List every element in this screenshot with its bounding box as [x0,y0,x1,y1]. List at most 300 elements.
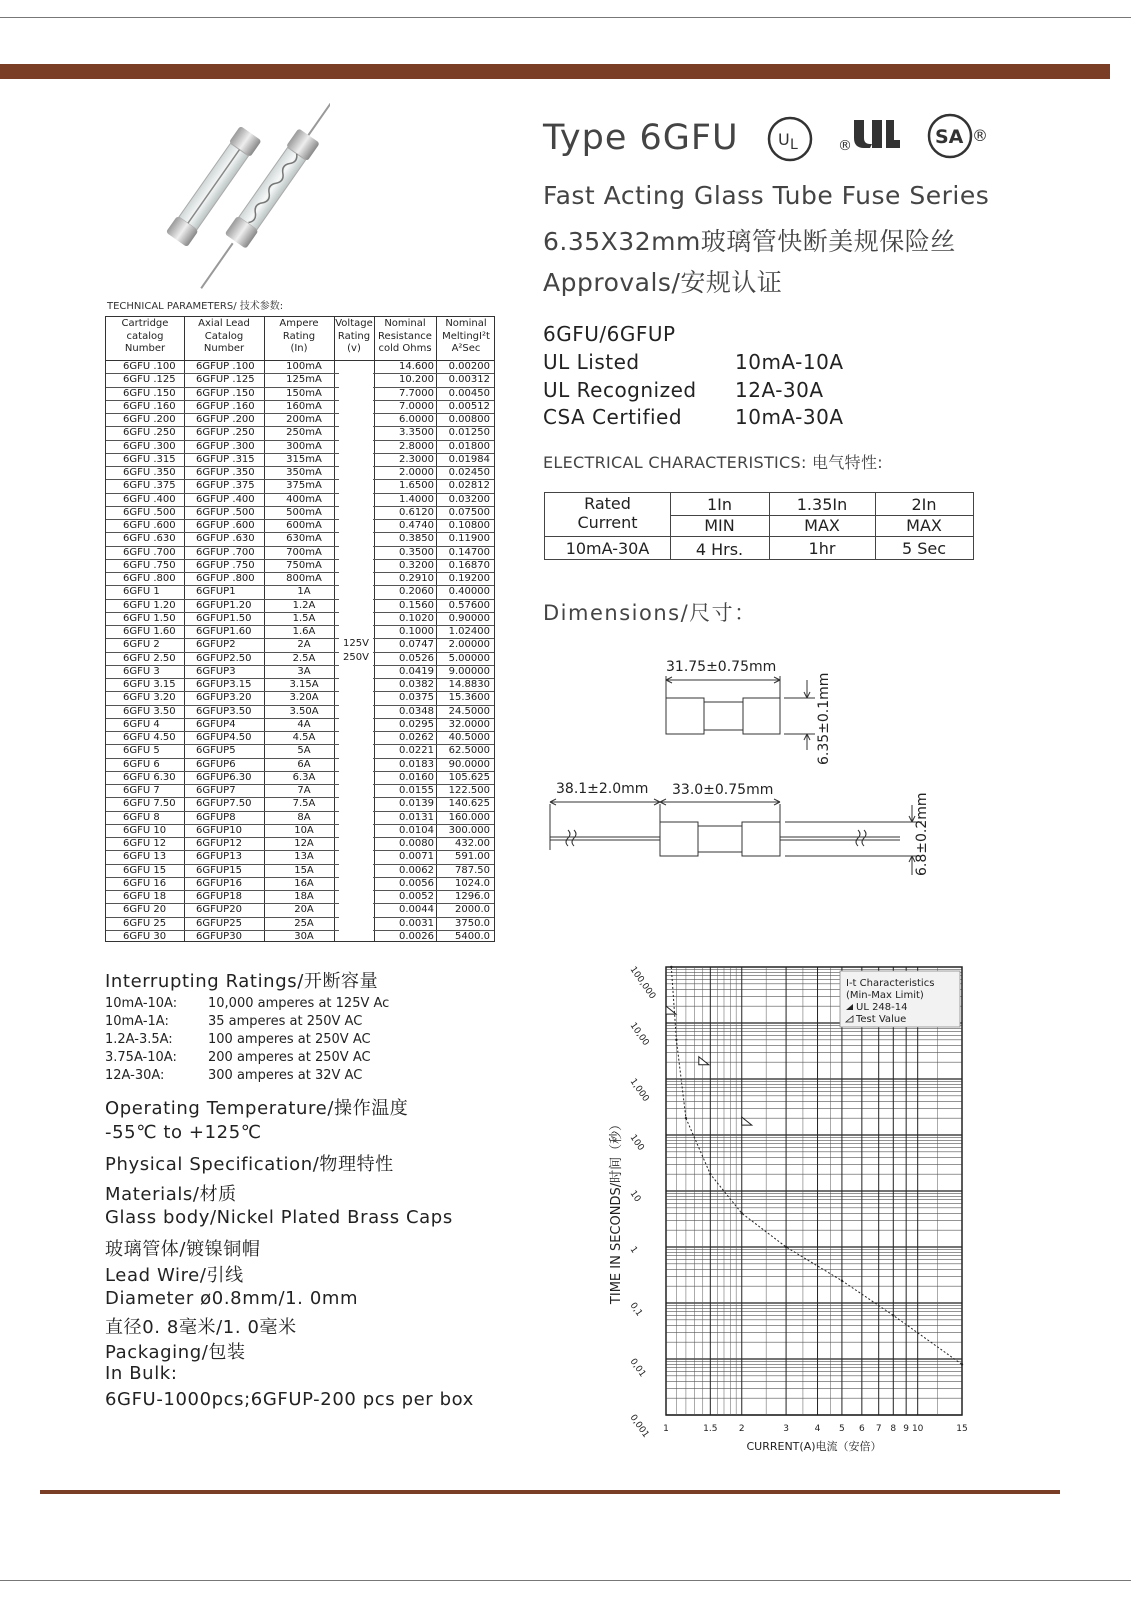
packaging-value: 6GFU-1000pcs;6GFUP-200 pcs per box [105,1389,474,1410]
table-cell: 5400.0 [455,930,490,942]
table-cell: 0.00512 [448,400,490,412]
table-cell: 0.01250 [448,427,490,439]
tech-params-rows [106,361,494,944]
table-cell: 0.00450 [448,387,490,399]
table-cell: 750mA [286,559,322,571]
table-cell: 160mA [286,400,322,412]
col-135in-bottom: MAX [804,516,840,535]
test-value-point [785,1246,787,1248]
table-cell: 0.3200 [399,559,434,571]
table-cell: 2.8000 [399,440,434,452]
table-row [106,719,494,732]
table-cell: 0.0295 [399,718,434,730]
table-cell: 6GFUP13 [196,851,242,863]
table-cell: 6GFUP .250 [196,427,255,439]
packaging-title: Packaging/包装 [105,1342,246,1363]
table-cell: 6GFU 4 [123,718,160,730]
table-cell: 0.0375 [399,692,434,704]
table-cell: 375mA [286,480,322,492]
table-row [106,653,494,666]
x-axis-label: CURRENT(A)电流（安倍） [746,1440,882,1453]
table-cell: 6GFUP .125 [196,374,255,386]
table-cell: 10A [294,824,314,836]
legend-entry: Test Value [856,1014,907,1025]
y-tick-label: 1 [627,1244,640,1256]
x-tick-label: 8 [890,1424,897,1434]
table-cell: 122.500 [448,785,490,796]
table-cell: 150mA [286,387,322,399]
table-cell: 2.5A [292,652,316,664]
table-cell: 6GFUP .375 [196,480,255,492]
table-row [106,520,494,533]
table-cell: 125mA [286,374,322,386]
physical-title: Physical Specification/物理特性 [105,1154,394,1175]
table-cell: 6GFU 25 [123,917,167,929]
dimensions-title: Dimensions/尺寸： [543,601,757,625]
table-cell: 6GFU 16 [123,877,167,889]
table-cell: 0.0382 [399,679,434,690]
table-cell: 6GFUP .500 [196,506,255,518]
table-cell: 6GFU 10 [123,824,167,836]
table-cell: 6GFUP4 [196,718,236,730]
interrupting-value: 35 amperes at 250V AC [208,1014,363,1029]
table-cell: 6.0000 [399,414,434,425]
table-cell: 7.7000 [399,387,434,399]
table-row [106,626,494,639]
table-row [106,374,494,387]
table-cell: 630mA [286,533,322,545]
interrupting-range: 10mA-1A: [105,1014,169,1029]
table-cell: 15A [294,864,314,876]
table-cell: 0.01800 [448,440,490,452]
table-cell: 6A [297,758,311,770]
table-cell: 6GFU .150 [123,387,176,399]
table-cell: 6GFU 4.50 [123,732,176,743]
col-135in-value: 1hr [808,539,836,558]
interrupting-value: 300 amperes at 32V AC [208,1068,363,1083]
col-135in-top: 1.35In [796,495,848,514]
table-cell: 0.0139 [399,798,434,810]
dimension-drawing [540,650,940,890]
table-cell: 6GFUP .700 [196,546,255,558]
table-cell: 6GFU .125 [123,374,176,386]
table-cell: 1024.0 [455,877,490,889]
test-value-point [741,1212,743,1214]
op-temp-title: Operating Temperature/操作温度 [105,1098,409,1119]
table-cell: 20A [294,904,314,916]
table-cell: 6GFUP .150 [196,387,255,399]
table-cell: 6GFU .300 [123,440,176,452]
table-cell: 6GFU 13 [123,851,167,863]
table-cell: 1296.0 [455,891,490,902]
table-row [106,639,494,652]
table-cell: 100mA [286,361,322,372]
table-cell: 2.3000 [399,453,434,465]
y-tick-label: 0,1 [627,1300,644,1319]
table-cell: 0.1000 [399,626,434,637]
table-cell: 0.00800 [448,414,490,425]
table-cell: 40.5000 [448,732,490,743]
table-cell: 6GFU 12 [123,838,167,849]
table-cell: 25A [294,917,314,929]
table-row [106,480,494,493]
table-cell: 32.0000 [448,718,490,730]
table-cell: 1.2A [292,599,316,611]
table-row [106,507,494,520]
table-row [106,547,494,560]
table-cell: 600mA [286,520,322,531]
header-axial: Axial Lead Catalog Number [198,318,250,354]
header-resistance: Nominal Resistance cold Ohms [378,318,432,354]
table-cell: 200mA [286,414,322,425]
x-tick-label: 15 [956,1424,968,1434]
y-tick-label: 10 [627,1188,643,1205]
table-cell: 6GFUP5 [196,745,236,757]
materials-title: Materials/材质 [105,1184,237,1205]
table-cell: 3750.0 [455,917,490,929]
table-cell: 6GFUP3.15 [196,679,252,690]
table-cell: 6GFU 1 [123,586,160,598]
test-value-point [892,1314,894,1316]
table-cell: 0.40000 [448,586,490,598]
lead-title: Lead Wire/引线 [105,1265,244,1286]
test-value-point [685,1117,687,1119]
table-cell: 0.90000 [448,612,490,624]
table-cell: 7.5A [292,798,316,810]
dim-lead-length: 38.1±2.0mm [556,781,649,797]
col-1in-bottom: MIN [704,516,735,535]
table-cell: 800mA [286,573,322,584]
table-cell: 4A [297,718,311,730]
table-cell: 6GFU .750 [123,559,176,571]
x-tick-label: 1 [663,1424,669,1434]
table-cell: 2.00000 [448,639,490,651]
col-2in-bottom: MAX [906,516,942,535]
lead-en: Diameter ø0.8mm/1. 0mm [105,1288,359,1309]
table-cell: 6GFU 15 [123,864,167,876]
table-cell: 6.3A [292,771,316,783]
op-temp-value: -55℃ to +125℃ [105,1122,262,1143]
table-row [106,414,494,427]
table-cell: 6GFUP .750 [196,559,255,571]
table-cell: 6GFUP .315 [196,453,255,465]
table-cell: 0.07500 [448,506,490,518]
interrupting-title: Interrupting Ratings/开断容量 [105,971,379,992]
x-tick-label: 4 [814,1424,821,1434]
bottom-hairline [0,1580,1131,1581]
table-cell: 6GFUP2 [196,639,236,651]
table-row [106,494,494,507]
table-row [106,878,494,891]
table-cell: 0.0747 [399,639,434,651]
table-cell: 6GFU 1.60 [123,626,176,637]
interrupting-value: 200 amperes at 250V AC [208,1050,371,1065]
table-cell: 9.00000 [448,665,490,677]
table-cell: 6GFUP25 [196,917,242,929]
table-cell: 0.02450 [448,467,490,478]
table-cell: 0.2910 [399,573,434,584]
table-row [106,692,494,705]
table-cell: 7.0000 [399,400,434,412]
table-cell: 62.5000 [448,745,490,757]
test-value-point [841,1280,843,1282]
test-value-point [709,1173,711,1175]
table-cell: 14.8830 [448,679,490,690]
table-cell: 6GFUP30 [196,930,242,942]
table-cell: 500mA [286,506,322,518]
registered-mark-1: ® [838,138,852,154]
table-cell: 6GFUP .630 [196,533,255,545]
x-tick-label: 5 [839,1424,845,1434]
table-cell: 6GFU .600 [123,520,176,531]
table-cell: 0.0155 [399,785,434,796]
table-cell: 6GFUP10 [196,824,242,836]
table-cell: 6GFUP4.50 [196,732,252,743]
table-cell: 300mA [286,440,322,452]
table-cell: 6GFU 3 [123,665,160,677]
table-row [106,361,494,374]
table-cell: 6GFUP .800 [196,573,255,584]
table-cell: 6GFUP3.50 [196,705,252,717]
interrupting-range: 3.75A-10A: [105,1050,177,1065]
table-cell: 13A [294,851,314,863]
table-cell: 6GFUP .300 [196,440,255,452]
table-cell: 30A [294,930,314,942]
table-row [106,679,494,692]
legend-entry: UL 248-14 [856,1002,908,1013]
interrupting-range: 1.2A-3.5A: [105,1032,173,1047]
svg-text:SA: SA [935,126,964,148]
col-1in-value: 4 Hrs. [695,540,744,559]
table-cell: 6GFUP12 [196,838,242,849]
time-current-chart [600,955,990,1455]
table-cell: 6GFU 5 [123,745,160,757]
x-tick-label: 2 [738,1424,745,1434]
approvals-heading: Approvals/安规认证 [543,268,783,297]
col-2in-value: 5 Sec [901,539,947,558]
table-cell: 1.6A [292,626,316,637]
header-cartridge: Cartridge catalog Number [121,318,169,354]
table-cell: 0.0052 [399,891,434,902]
top-band [0,64,1110,79]
table-cell: 6GFUP6.30 [196,771,252,783]
y-tick-label: 0,001 [627,1412,651,1440]
csa-logo [926,112,974,160]
table-cell: 90.0000 [448,758,490,770]
table-cell: 0.00200 [448,361,490,372]
table-cell: 6GFU 20 [123,904,167,916]
legend-entry: (Min-Max Limit) [846,990,924,1001]
table-cell: 6GFUP .350 [196,467,255,478]
table-cell: 0.0044 [399,904,434,916]
table-cell: 0.0419 [399,665,434,677]
table-cell: 140.625 [448,798,490,810]
table-row [106,798,494,811]
table-cell: 1A [297,586,311,598]
table-cell: 7A [297,785,311,796]
col-1in-top: 1In [706,495,733,514]
table-row [106,812,494,825]
table-row [106,666,494,679]
y-tick-label: 1,000 [627,1076,651,1104]
registered-mark-2: ® [972,126,988,145]
table-cell: 6GFU 6 [123,758,160,770]
table-cell: 6GFU .400 [123,493,176,505]
table-row [106,891,494,904]
table-cell: 0.0221 [399,745,434,757]
table-row [106,759,494,772]
header-melting: Nominal MeltingI²t A²Sec [442,318,490,354]
y-axis-label: TIME IN SECONDS/时间（秒） [609,1117,624,1305]
table-cell: 1.5A [292,612,316,624]
table-cell: 6GFUP20 [196,904,242,916]
table-row [106,560,494,573]
table-cell: 6GFUP6 [196,758,236,770]
table-cell: 0.11900 [448,533,490,545]
table-cell: 6GFU 2 [123,639,160,651]
table-cell: 0.3850 [399,533,434,545]
table-cell: 6GFUP8 [196,811,236,823]
top-hairline [0,17,1131,18]
table-cell: 6GFUP1.20 [196,599,252,611]
table-cell: 2.0000 [399,467,434,478]
table-cell: 0.6120 [399,506,434,518]
table-cell: 0.19200 [448,573,490,584]
ul-listed-logo [766,115,814,163]
table-row [106,454,494,467]
table-row [106,388,494,401]
table-cell: 6GFUP15 [196,864,242,876]
table-cell: 6GFU .350 [123,467,176,478]
x-tick-label: 3 [783,1424,789,1434]
table-cell: 0.3500 [399,546,434,558]
table-cell: 6GFU 8 [123,811,160,823]
table-cell: 6GFU 1.20 [123,599,176,611]
table-cell: 6GFUP3.20 [196,692,252,704]
svg-text:L: L [790,137,798,153]
table-row [106,533,494,546]
table-cell: 6GFUP .160 [196,400,255,412]
table-cell: 3.20A [289,692,319,704]
series-subtitle-cn: 6.35X32mm玻璃管快断美规保险丝 [543,227,956,256]
model-name: 6GFU/6GFUP [543,322,676,346]
table-cell: 6GFUP1 [196,586,236,598]
table-row [106,918,494,931]
table-cell: 6GFU .100 [123,361,176,372]
table-cell: 3.15A [289,679,319,690]
table-cell: 0.16870 [448,559,490,571]
lead-cn: 直径0. 8毫米/1. 0毫米 [105,1317,297,1338]
page-title: Type 6GFU [543,118,739,158]
table-cell: 6GFU 7 [123,785,160,796]
table-cell: 6GFU 1.50 [123,612,176,624]
table-cell: 0.2060 [399,586,434,598]
table-cell: 6GFU 6.30 [123,771,176,783]
table-cell: 250mA [286,427,322,439]
approval-ul-recognized-label: UL Recognized [543,378,697,402]
table-cell: 1.02400 [448,626,490,637]
x-tick-label: 6 [858,1424,865,1434]
table-cell: 6GFU .700 [123,546,176,558]
table-cell: 6GFU 18 [123,891,167,902]
table-cell: 700mA [286,546,322,558]
interrupting-range: 10mA-10A: [105,996,178,1011]
table-cell: 0.0526 [399,652,434,664]
table-cell: 6GFU 30 [123,930,167,942]
table-cell: 6GFU 7.50 [123,798,176,810]
tech-params-caption: TECHNICAL PARAMETERS/ 技术参数: [107,301,284,312]
test-value-point [961,1363,963,1365]
table-cell: 6GFU .375 [123,480,176,492]
table-cell: 6GFUP18 [196,891,242,902]
col-2in-top: 2In [911,495,937,514]
table-cell: 0.0104 [399,824,434,836]
table-cell: 6GFUP16 [196,877,242,889]
voltage-rating-cell [339,361,373,941]
table-row [106,931,494,944]
materials-en: Glass body/Nickel Plated Brass Caps [105,1207,453,1228]
table-cell: 6GFUP1.60 [196,626,252,637]
table-cell: 6GFUP .200 [196,414,255,425]
table-row [106,586,494,599]
table-row [106,613,494,626]
table-cell: 6GFU .250 [123,427,176,439]
table-cell: 105.625 [448,771,490,783]
rated-label: Rated Current [577,494,638,532]
voltage-125v: 125V [343,638,369,649]
table-cell: 6GFU .800 [123,573,176,584]
table-cell: 0.0062 [399,864,434,876]
table-cell: 400mA [286,493,322,505]
dim-body-diameter: 6.35±0.1mm [816,672,832,765]
electrical-table [544,492,974,560]
table-cell: 14.600 [399,361,434,372]
table-cell: 5A [297,745,311,757]
table-cell: 6GFUP1.50 [196,612,252,624]
table-cell: 0.57600 [448,599,490,611]
table-row [106,441,494,454]
dim-body-length: 31.75±0.75mm [666,659,777,675]
table-cell: 12A [294,838,314,849]
table-row [106,838,494,851]
table-row [106,785,494,798]
table-cell: 6GFU .200 [123,414,176,425]
table-row [106,467,494,480]
approval-ul-recognized-value: 12A-30A [735,378,824,402]
table-cell: 5.00000 [448,652,490,664]
table-cell: 0.0183 [399,758,434,770]
range-value: 10mA-30A [565,539,650,558]
table-cell: 18A [294,891,314,902]
materials-cn: 玻璃管体/镀镍铜帽 [105,1239,261,1260]
y-tick-label: 10,00 [627,1020,651,1048]
table-row [106,745,494,758]
voltage-250v: 250V [343,652,369,663]
bottom-band [40,1490,1060,1494]
table-cell: 0.0262 [399,732,434,743]
table-row [106,772,494,785]
y-tick-label: 0,01 [627,1356,648,1380]
table-cell: 10.200 [399,374,434,386]
approval-ul-listed-label: UL Listed [543,350,640,374]
legend-entry: I-t Characteristics [846,978,935,989]
interrupting-value: 10,000 amperes at 125V Ac [208,996,390,1011]
table-cell: 15.3600 [448,692,490,704]
x-tick-label: 1.5 [703,1424,718,1434]
series-subtitle-en: Fast Acting Glass Tube Fuse Series [543,181,990,210]
table-cell: 0.14700 [448,546,490,558]
table-cell: 4.5A [292,732,316,743]
